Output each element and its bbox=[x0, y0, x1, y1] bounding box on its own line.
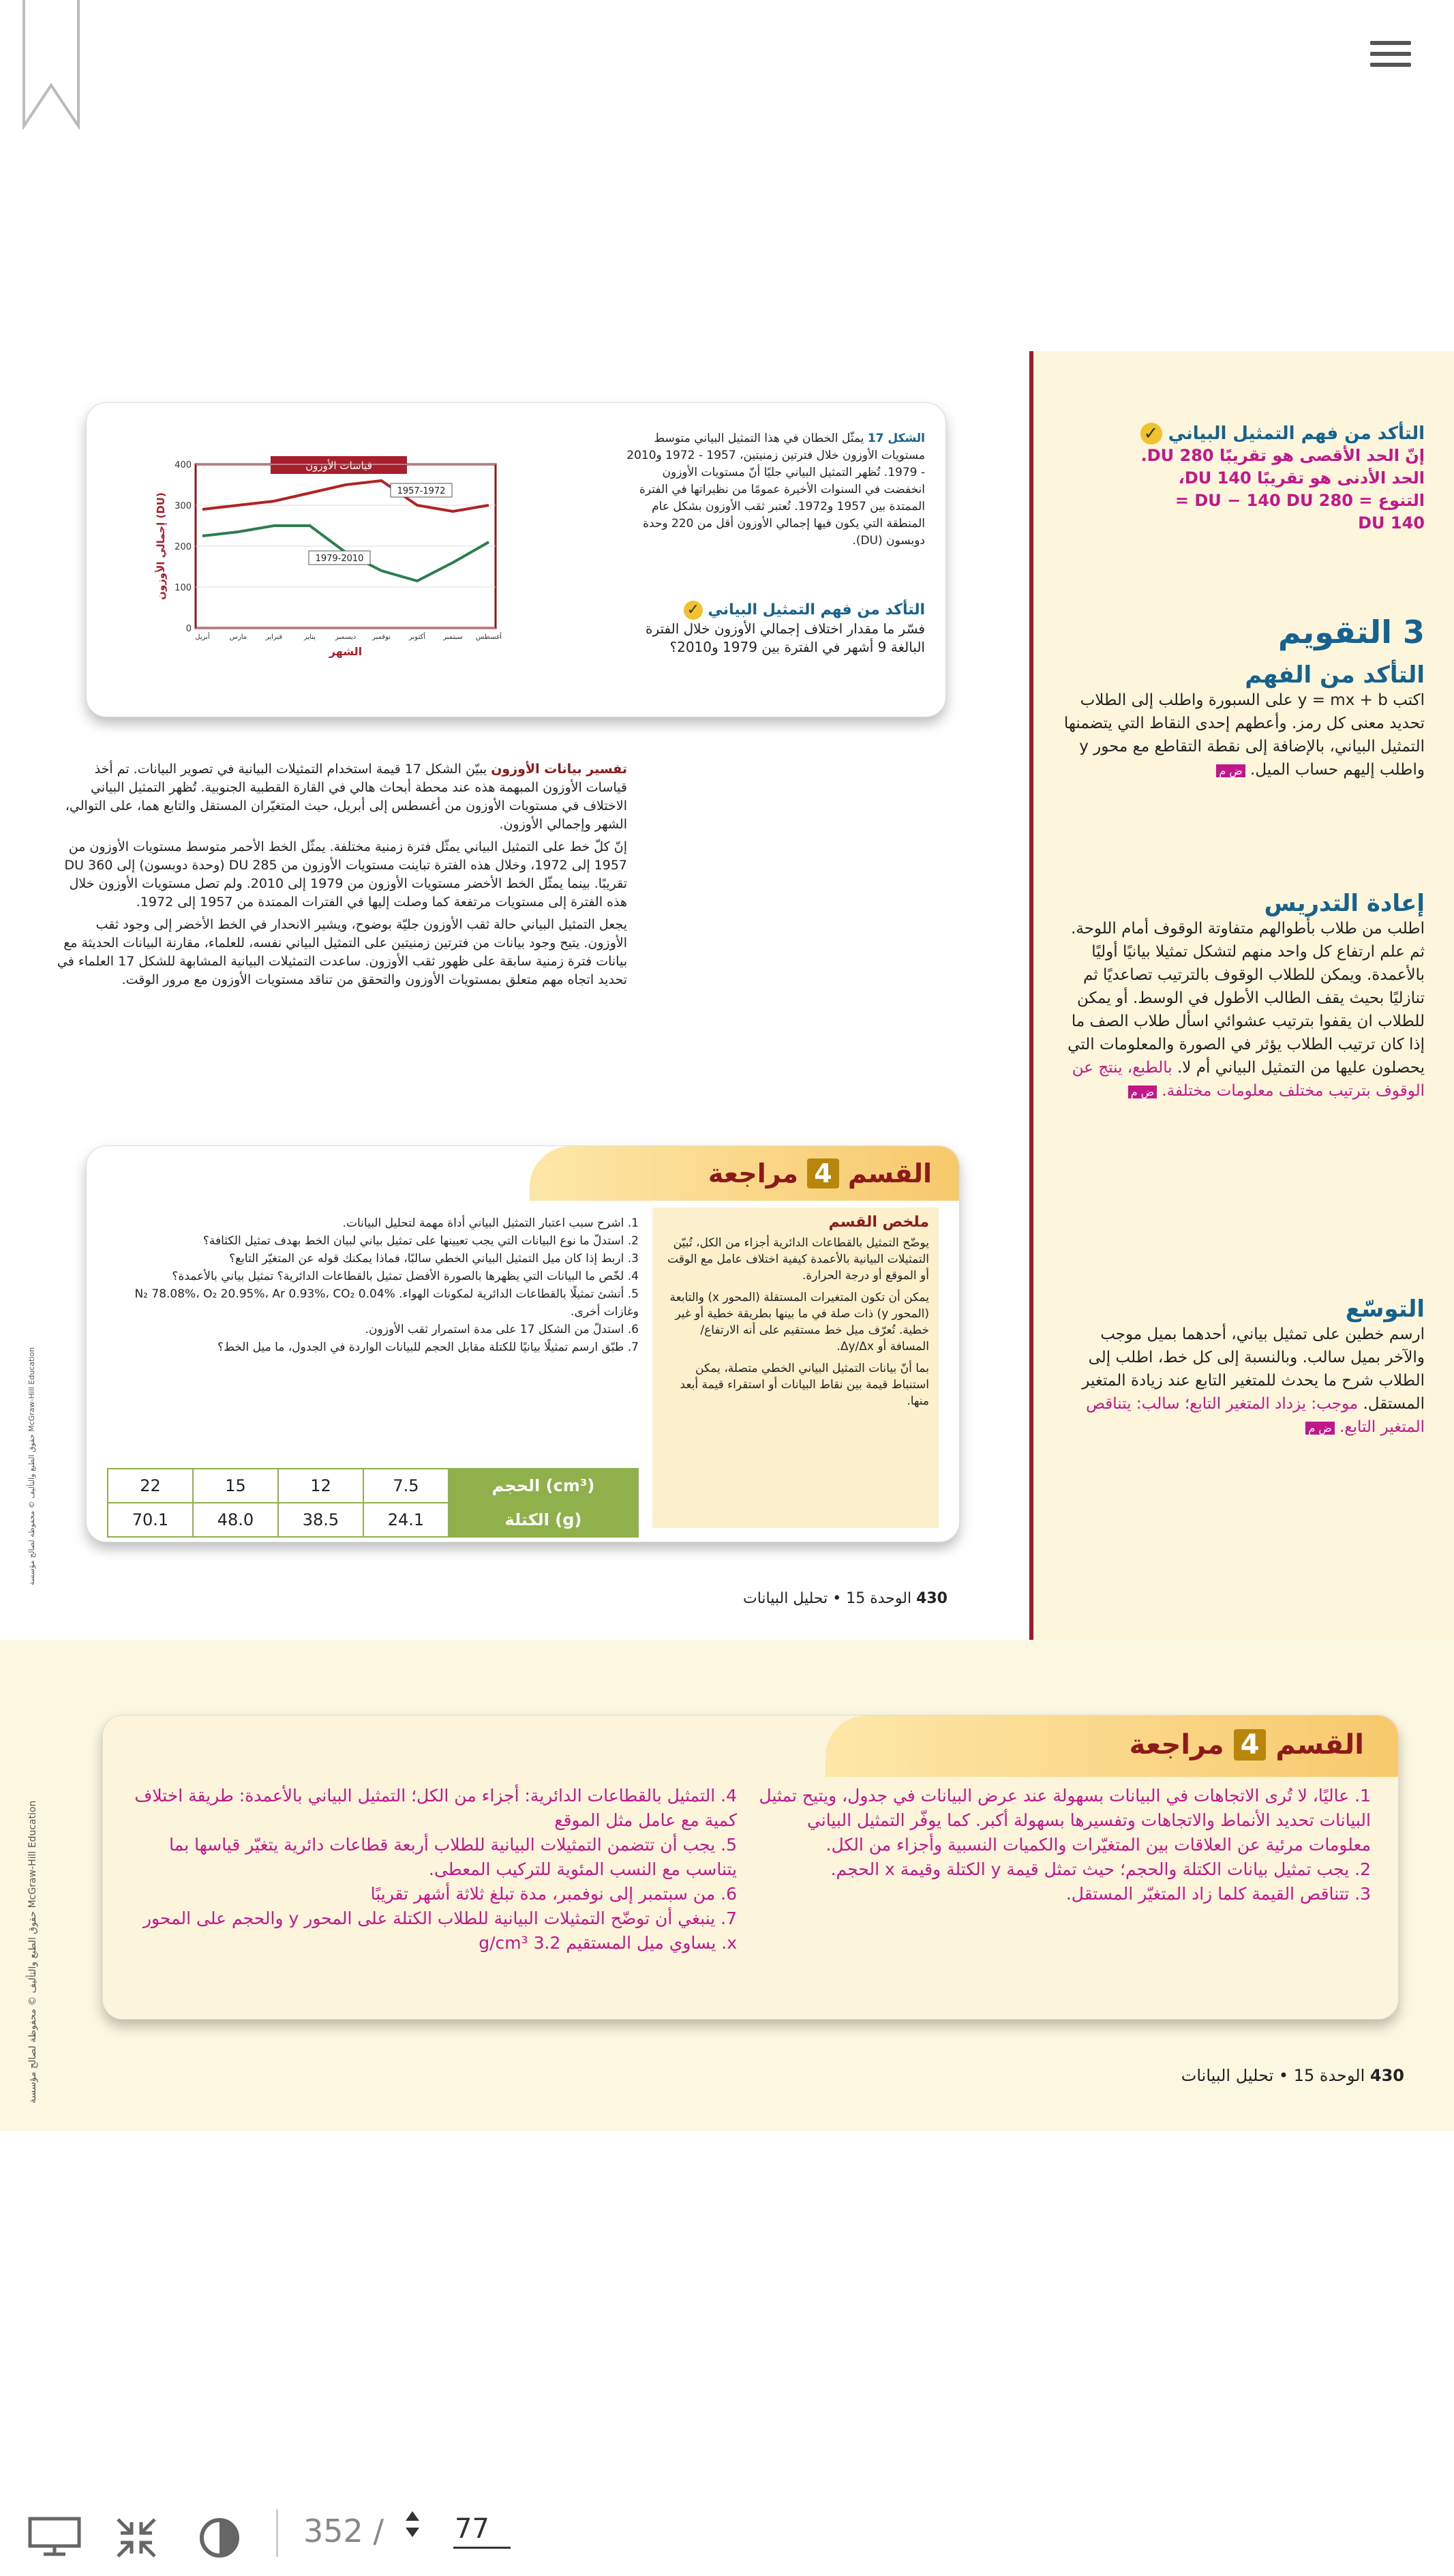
extend-body: ارسم خطين على تمثيل بياني، أحدهما بميل موجب والآخر بميل سالب. وبالنسبة إلى كل خط، اطلب إلى الطلاب شرح ما يحدث للمتغير التابع عند زيادة المتغير المستقل. bbox=[1082, 1326, 1425, 1413]
y-tick-label: 400 bbox=[175, 460, 192, 470]
answer-item: 3. تتناقص القيمة كلما زاد المتغيّر المستقل. bbox=[1065, 1884, 1371, 1904]
table-cell: 15 bbox=[193, 1469, 278, 1503]
x-tick-label: سبتمبر bbox=[443, 633, 463, 641]
copyright-vertical bbox=[27, 1653, 41, 2103]
answers-right-column bbox=[757, 1784, 1371, 1906]
table-row-label: الكتلة (g) bbox=[449, 1503, 638, 1537]
viewer-toolbar bbox=[0, 2485, 1454, 2576]
x-tick-label: نوفمبر bbox=[372, 633, 391, 641]
question: 5. أنشئ تمثيلًا بالقطاعات الدائرية لمكونات الهواء. N₂ 78.08%، O₂ 20.95%، Ar 0.93%، CO₂ 0.04% وغازات أخرى. bbox=[134, 1287, 639, 1319]
y-axis-label: إجمالي الأوزون (DU) bbox=[155, 492, 167, 600]
answers-title: القسم bbox=[1275, 1729, 1364, 1761]
assessment-number: 3 bbox=[1402, 614, 1425, 650]
reteach-section bbox=[1057, 890, 1425, 1104]
x-tick-label: أغسطس bbox=[476, 633, 502, 641]
extend-answer: سالب: يتناقص المتغير التابع. bbox=[1086, 1395, 1425, 1436]
table-row bbox=[108, 1503, 638, 1537]
ozone-chart bbox=[155, 437, 509, 683]
page-spinner[interactable] bbox=[406, 2511, 419, 2552]
copyright-text: حقوق الطبع والتأليف © محفوظة لصالح مؤسسة McGraw-Hill Education bbox=[27, 1347, 36, 1585]
side-check-answer: إنّ الحد الأقصى هو تقريبًا 280 DU. bbox=[1140, 446, 1425, 465]
graph-check-title: التأكد من فهم التمثيل البياني bbox=[708, 601, 925, 618]
toolbar-divider bbox=[276, 2509, 278, 2557]
extend-section bbox=[1057, 1296, 1425, 1440]
check-icon: ✓ bbox=[684, 601, 703, 620]
figure-caption-title: الشكل 17 bbox=[867, 432, 925, 445]
x-tick-label: فبراير bbox=[265, 633, 283, 641]
y-tick-label: 200 bbox=[175, 542, 192, 552]
question: 3. اربط إذا كان ميل التمثيل البياني الخطي سالبًا، فماذا يمكنك قوله عن المتغيّر التابع؟ bbox=[229, 1252, 639, 1265]
review-questions bbox=[100, 1214, 639, 1356]
side-check bbox=[1057, 423, 1425, 535]
paragraph-3: يجعل التمثيل البياني حالة ثقب الأوزون جليّة بوضوح، ويشير الانحدار في الخط الأخضر إلى وجود ثقب الأوزون. يتيح وجود بيانات من فترتين زمنيتين على التمثيل البياني نفسه، للعلماء، مقارنة البيانات الحديثة مع بيانات فترة زمنية سابقة على ظهور ثقب الأوزون. ساعدت التمثيلات البيانية المشابهة للشكل 17 العلماء في تحديد اتجاه مهم متعلق بمستويات الأوزون والتحقق من تناقد مستويات الأوزون مع مرور الوقت. bbox=[57, 917, 627, 987]
paragraph-heading: تفسير بيانات الأوزون bbox=[491, 762, 627, 777]
table-cell: 24.1 bbox=[363, 1503, 449, 1537]
table-cell: 38.5 bbox=[278, 1503, 363, 1537]
answers-footer bbox=[1023, 2066, 1404, 2085]
level-tag: ض م bbox=[1216, 764, 1245, 777]
summary-item: يمكن أن تكون المتغيرات المستقلة (المحور x) والتابعة (المحور y) ذات صلة في ما بينها بطريقة خطية أو غير خطية. تُعرّف ميل خط مستقيم على أنه الارتفاع/المسافة أو Δy/Δx. bbox=[669, 1291, 929, 1353]
presentation-icon[interactable] bbox=[27, 2516, 82, 2557]
page-footer bbox=[614, 1590, 948, 1607]
graph-check bbox=[639, 601, 925, 657]
side-check-answer: الحد الأدنى هو تقريبًا 140 DU، bbox=[1178, 468, 1425, 488]
table-row-label: الحجم (cm³) bbox=[449, 1469, 638, 1503]
understand-body: اكتب y = mx + b على السبورة واطلب إلى الطلاب تحديد معنى كل رمز. وأعطهم إحدى النقاط التي يتضمنها التمثيل البياني، بالإضافة إلى نقطة التقاطع مع محور y واطلب إليهم حساب الميل. bbox=[1063, 691, 1425, 779]
y-tick-label: 300 bbox=[175, 501, 192, 511]
answer-item: 2. يجب تمثيل بيانات الكتلة والحجم؛ حيث تمثل قيمة y الكتلة وقيمة x الحجم. bbox=[830, 1859, 1371, 1879]
menu-icon[interactable] bbox=[1370, 41, 1411, 74]
question: 1. اشرح سبب اعتبار التمثيل البياني أداة مهمة لتحليل البيانات. bbox=[342, 1216, 639, 1230]
review-number: 4 bbox=[807, 1158, 838, 1188]
side-check-answer: التنوع = 280 DU − 140 DU = bbox=[1175, 491, 1425, 510]
answers-banner bbox=[826, 1716, 1398, 1777]
assessment-heading bbox=[1057, 614, 1425, 650]
answers-left-column bbox=[123, 1784, 737, 1956]
review-word: مراجعة bbox=[708, 1158, 798, 1188]
y-tick-label: 100 bbox=[175, 583, 192, 593]
answers-word: مراجعة bbox=[1129, 1729, 1224, 1761]
figure-caption bbox=[625, 430, 925, 550]
data-table bbox=[107, 1468, 639, 1538]
summary-item: يوضّح التمثيل بالقطاعات الدائرية أجزاء من الكل، تُبيّن التمثيلات البيانية بالأعمدة كيفية اختلاف عامل مع الوقت أو الموقع أو درجة الحرارة. bbox=[667, 1236, 929, 1283]
level-tag: ض م bbox=[1128, 1085, 1157, 1098]
figure-card bbox=[86, 402, 946, 717]
table-cell: 22 bbox=[108, 1469, 193, 1503]
page-indicator bbox=[303, 2513, 384, 2549]
answer-item: 5. يجب أن تتضمن التمثيلات البيانية للطلاب أربعة قطاعات دائرية يتغيّر قياسها بما يتناسب مع النسب المئوية للتركيب المعطى. bbox=[169, 1835, 737, 1879]
x-axis-label: الشهر bbox=[329, 645, 363, 658]
page-footer-text: الوحدة 15 • تحليل البيانات bbox=[1181, 2066, 1365, 2085]
y-tick-label: 0 bbox=[185, 624, 192, 634]
x-tick-label: أكتوبر bbox=[408, 633, 426, 641]
x-tick-label: مارس bbox=[229, 633, 247, 641]
table-row bbox=[108, 1469, 638, 1503]
table-cell: 7.5 bbox=[363, 1469, 449, 1503]
question: 2. استدلّ ما نوع البيانات التي يجب تعيينها على تمثيل بياني لبيان الخط بهدف تمثيل الكثافة؟ bbox=[202, 1234, 639, 1248]
series-label: 1957-1972 bbox=[397, 486, 446, 496]
collapse-icon[interactable] bbox=[112, 2514, 160, 2562]
body-text bbox=[55, 760, 627, 989]
x-tick-label: ديسمبر bbox=[335, 633, 357, 641]
bookmark-icon[interactable] bbox=[20, 0, 82, 130]
understand-section bbox=[1057, 661, 1425, 783]
summary-title: ملخص القسم bbox=[828, 1214, 929, 1231]
teacher-side-panel bbox=[1029, 351, 1454, 1640]
copyright-vertical bbox=[27, 1231, 41, 1585]
page-total: 352 bbox=[303, 2513, 363, 2549]
paragraph-2: إنّ كلّ خط على التمثيل البياني يمثّل فترة زمنية مختلفة. يمثّل الخط الأحمر متوسط مستويات الأوزون من 1957 إلى 1972، وخلال هذه الفترة تباينت مستويات الأوزون من 285 DU (وحدة دوبسون) إلى 360 DU تقريبًا. بينما يمثّل الخط الأخضر مستويات الأوزون من 1979 إلى 2010. ولم تصل مستويات الأوزون خلال هذه الفترة إلى مستويات مرتفعة كما وصلت إليها في الفترات الممتدة من 1957 إلى 1972. bbox=[64, 839, 627, 910]
x-tick-label: أبريل bbox=[195, 633, 210, 641]
section-summary bbox=[652, 1208, 939, 1528]
copyright-text: حقوق الطبع والتأليف © محفوظة لصالح مؤسسة McGraw-Hill Education bbox=[27, 1800, 38, 2103]
page-footer-text: الوحدة 15 • تحليل البيانات bbox=[743, 1590, 912, 1607]
textbook-page bbox=[0, 351, 1033, 1644]
reteach-title: إعادة التدريس bbox=[1264, 890, 1425, 917]
summary-item: بما أنّ بيانات التمثيل البياني الخطي متصلة، يمكن استنباط قيمة بين نقاط البيانات أو استقراء قيمة أبعد منها. bbox=[680, 1362, 929, 1408]
question: 6. استدلّ من الشكل 17 على مدة استمرار ثقب الأوزون. bbox=[365, 1323, 639, 1336]
page-separator: / bbox=[373, 2513, 384, 2549]
table-cell: 12 bbox=[278, 1469, 363, 1503]
reteach-body: اطلب من طلاب بأطوالهم متفاوتة الوقوف أمام اللوحة. ثم علم ارتفاع كل واحد منهم لتشكل تمثيلا بيانيًا أوليًا بالأعمدة. ويمكن للطلاب الوقوف بالترتيب تصاعديًا ثم تنازليًا بحيث يقف الطالب الأطول في الوسط. أو يمكن للطلاب ان يقفوا بترتيب عشوائي اسأل طلاب الصف ما إذا كان ترتيب الطلاب يؤثر في الصورة والمعلومات التي يحصلون عليها من التمثيل البياني أم لا. bbox=[1067, 920, 1425, 1077]
figure-caption-body: يمثّل الخطان في هذا التمثيل البياني متوسط مستويات الأوزون خلال فترتين زمنيتين، 1957 - 1972 و2010 - 1979. تُظهر التمثيل البياني جليًا أنّ مستويات الأوزون انخفضت في السنوات الأخيرة عمومًا من نظيراتها في الفترة الممتدة بين 1957 و1972. تُعتبر ثقب الأوزون بشكل عام المنطقة التي يكون فيها إجمالي الأوزون أقل من 220 وحدة دوبسون (DU). bbox=[626, 432, 925, 548]
series-label: 1979-2010 bbox=[315, 554, 364, 564]
review-banner bbox=[530, 1146, 959, 1201]
review-title: القسم bbox=[847, 1158, 932, 1188]
table-cell: 48.0 bbox=[193, 1503, 278, 1537]
extend-answer: موجب: يزداد المتغير التابع؛ bbox=[1184, 1395, 1359, 1413]
answer-item: 4. التمثيل بالقطاعات الدائرية: أجزاء من الكل؛ التمثيل البياني بالأعمدة: طريقة اختلاف كمية مع عامل مثل الموقع bbox=[134, 1786, 737, 1830]
x-tick-label: يناير bbox=[303, 633, 316, 641]
answers-card bbox=[102, 1715, 1399, 2020]
understand-title: التأكد من الفهم bbox=[1245, 661, 1425, 689]
answers-number: 4 bbox=[1234, 1729, 1267, 1761]
question: 4. لخّص ما البيانات التي يظهرها بالصورة الأفضل تمثيل بالقطاعات الدائرية؟ تمثيل بياني بالأعمدة؟ bbox=[172, 1270, 639, 1283]
paragraph-1: يبيّن الشكل 17 قيمة استخدام التمثيلات البيانية في تصوير البيانات. تم أخذ قياسات الأوزون المبهمة هذه عند محطة أبحاث هالي في القارة القطبية الجنوبية. تُظهر التمثيل البياني الاختلاف في مستويات الأوزون من أغسطس إلى أبريل، حيث المتغيّران المستقل والتابع هما، على التوالي، الشهر وإجمالي الأوزون. bbox=[65, 762, 627, 832]
table-cell: 70.1 bbox=[108, 1503, 193, 1537]
answer-item: 7. ينبغي أن توضّح التمثيلات البيانية للطلاب الكتلة على المحور y والحجم على المحور x. يساوي ميل المستقيم 3.2 g/cm³ bbox=[142, 1908, 737, 1953]
check-icon: ✓ bbox=[1140, 423, 1162, 445]
answer-item: 1. عاليًا، لا تُرى الاتجاهات في البيانات بسهولة عند عرض البيانات في جدول، ويتيح تمثيل البيانات تحديد الأنماط والاتجاهات وتفسيرها بسهولة أكبر. كما يوفّر التمثيل البياني معلومات مرئية عن العلاقات بين المتغيّرات والكميات النسبية وأجزاء من الكل. bbox=[759, 1786, 1371, 1855]
question: 7. طبّق ارسم تمثيلًا بيانيًا للكتلة مقابل الحجم للبيانات الواردة في الجدول، ما ميل الخط؟ bbox=[217, 1341, 639, 1354]
graph-check-question: فسّر ما مقدار اختلاف إجمالي الأوزون خلال الفترة البالغة 9 أشهر في الفترة بين 1979 و2010؟ bbox=[645, 620, 925, 655]
level-tag: ض م bbox=[1305, 1422, 1334, 1435]
side-check-title: التأكد من فهم التمثيل البياني bbox=[1168, 423, 1425, 444]
answer-item: 6. من سبتمبر إلى نوفمبر، مدة تبلغ ثلاثة أشهر تقريبًا bbox=[370, 1884, 737, 1904]
contrast-icon[interactable] bbox=[198, 2516, 241, 2560]
assessment-title: التقويم bbox=[1277, 614, 1392, 650]
chart-title: قياسات الأوزون bbox=[305, 460, 372, 472]
side-check-answer: 140 DU bbox=[1358, 513, 1425, 533]
reteach-answer: بالطبع، ينتج عن الوقوف بترتيب مختلف معلومات مختلفة. bbox=[1072, 1059, 1425, 1100]
page-number: 430 bbox=[1369, 2066, 1404, 2085]
extend-title: التوسّع bbox=[1345, 1296, 1425, 1323]
page-input[interactable] bbox=[453, 2511, 511, 2549]
page-number: 430 bbox=[916, 1590, 948, 1607]
section-review-card bbox=[86, 1145, 960, 1542]
answers-area bbox=[0, 1640, 1454, 2131]
